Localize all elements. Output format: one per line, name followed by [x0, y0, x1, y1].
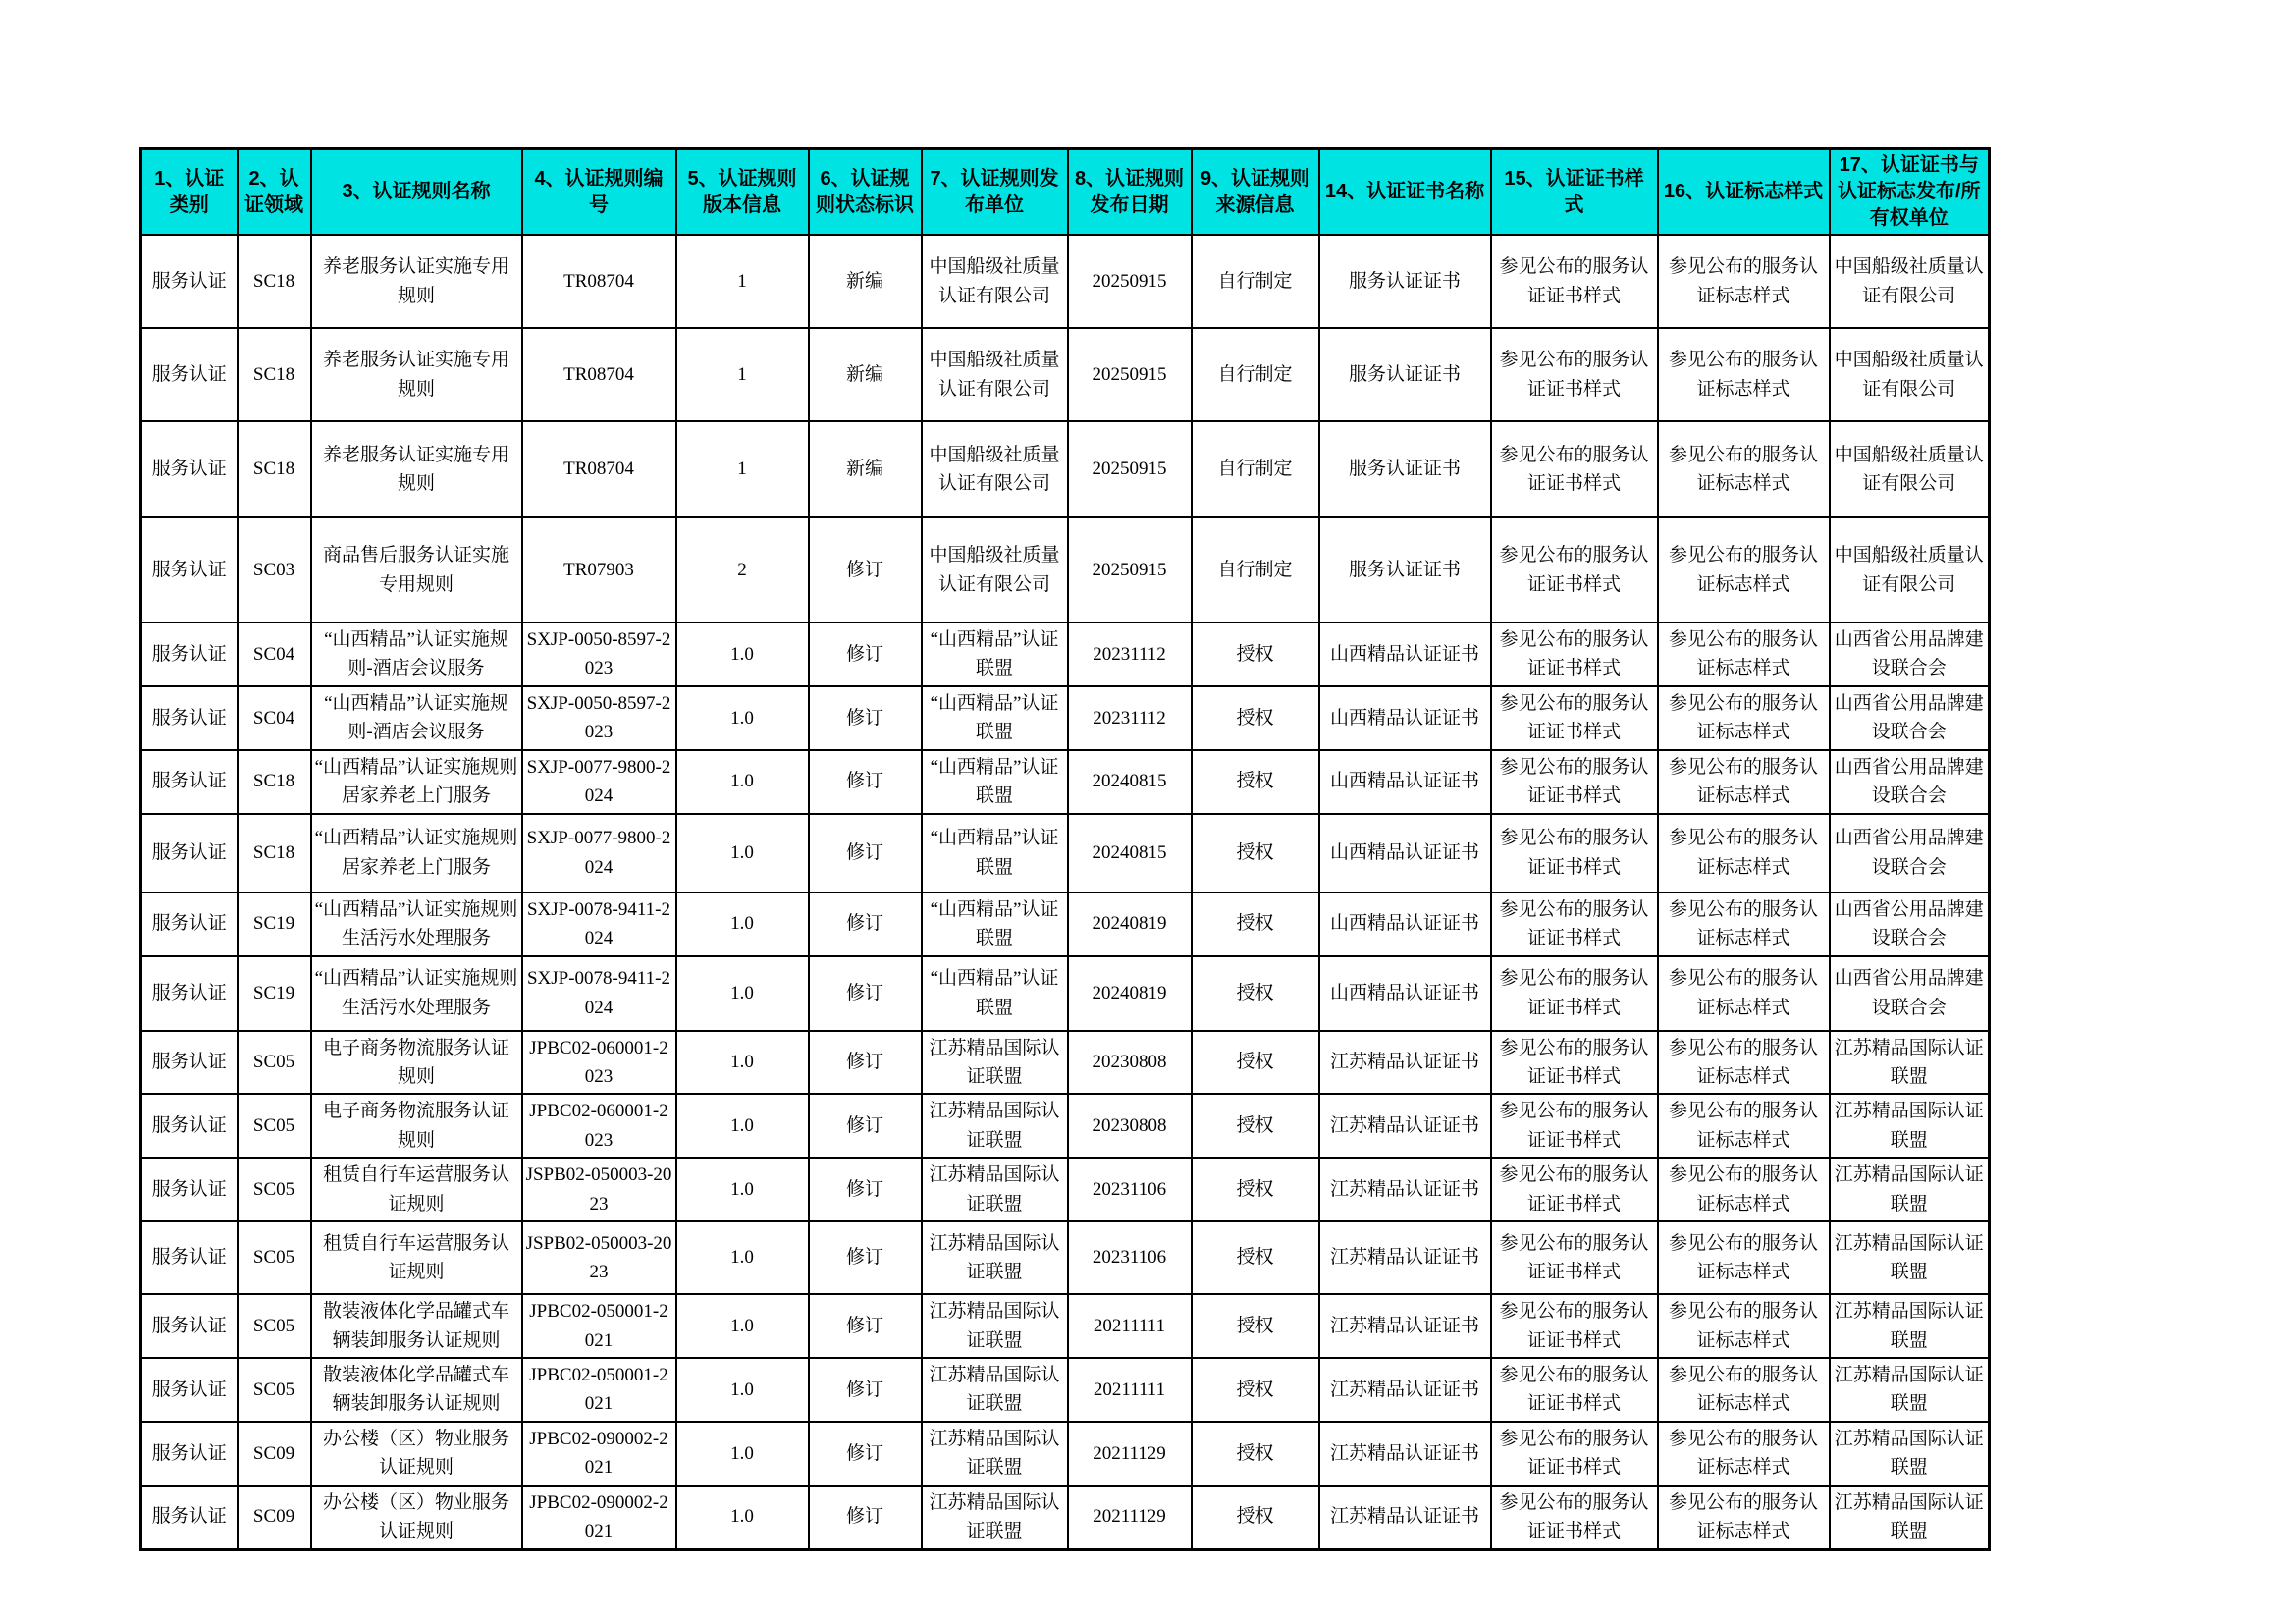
table-cell-mark_style: 参见公布的服务认证标志样式 [1658, 893, 1830, 956]
table-cell-rule_name: 散装液体化学品罐式车辆装卸服务认证规则 [311, 1294, 522, 1358]
table-cell-rule_number: SXJP-0050-8597-2023 [522, 623, 676, 686]
table-cell-cert_name: 服务认证证书 [1319, 517, 1491, 623]
table-cell-field: SC05 [238, 1094, 311, 1158]
table-cell-category: 服务认证 [141, 1094, 238, 1158]
table-cell-publisher: 中国船级社质量认证有限公司 [922, 517, 1068, 623]
table-cell-source: 授权 [1192, 686, 1319, 750]
table-cell-field: SC18 [238, 814, 311, 893]
table-cell-version: 1.0 [676, 1358, 809, 1422]
table-cell-rule_name: “山西精品”认证实施规则 生活污水处理服务 [311, 956, 522, 1031]
table-cell-field: SC05 [238, 1031, 311, 1095]
table-cell-version: 1.0 [676, 1031, 809, 1095]
table-cell-field: SC09 [238, 1486, 311, 1549]
table-cell-mark_style: 参见公布的服务认证标志样式 [1658, 1294, 1830, 1358]
table-cell-status: 修订 [809, 1422, 922, 1486]
table-cell-rule_number: TR08704 [522, 328, 676, 421]
table-cell-mark_style: 参见公布的服务认证标志样式 [1658, 517, 1830, 623]
header-cell-status: 6、认证规则状态标识 [809, 149, 922, 236]
table-cell-publisher: 中国船级社质量认证有限公司 [922, 235, 1068, 328]
table-cell-source: 授权 [1192, 893, 1319, 956]
table-cell-owner: 江苏精品国际认证联盟 [1830, 1486, 1990, 1549]
header-cell-category: 1、认证类别 [141, 149, 238, 236]
table-cell-cert_style: 参见公布的服务认证证书样式 [1491, 750, 1658, 814]
table-cell-rule_number: SXJP-0077-9800-2024 [522, 814, 676, 893]
table-cell-owner: 中国船级社质量认证有限公司 [1830, 517, 1990, 623]
table-cell-publisher: 江苏精品国际认证联盟 [922, 1294, 1068, 1358]
table-cell-field: SC03 [238, 517, 311, 623]
table-cell-cert_style: 参见公布的服务认证证书样式 [1491, 814, 1658, 893]
table-cell-version: 1.0 [676, 1158, 809, 1221]
table-cell-owner: 山西省公用品牌建设联合会 [1830, 686, 1990, 750]
table-cell-cert_style: 参见公布的服务认证证书样式 [1491, 1422, 1658, 1486]
table-cell-cert_style: 参见公布的服务认证证书样式 [1491, 1158, 1658, 1221]
table-cell-cert_name: 江苏精品认证证书 [1319, 1358, 1491, 1422]
table-cell-status: 新编 [809, 235, 922, 328]
table-cell-cert_name: 山西精品认证证书 [1319, 814, 1491, 893]
table-cell-mark_style: 参见公布的服务认证标志样式 [1658, 235, 1830, 328]
header-row [141, 149, 1990, 236]
table-cell-version: 1.0 [676, 893, 809, 956]
table-row [141, 956, 1990, 1031]
table-cell-status: 新编 [809, 328, 922, 421]
table-cell-rule_name: 养老服务认证实施专用规则 [311, 235, 522, 328]
table-cell-owner: 江苏精品国际认证联盟 [1830, 1031, 1990, 1095]
table-cell-version: 1 [676, 421, 809, 517]
header-cell-rule_name: 3、认证规则名称 [311, 149, 522, 236]
table-cell-status: 修订 [809, 750, 922, 814]
table-cell-rule_number: JSPB02-050003-2023 [522, 1158, 676, 1221]
table-cell-publisher: “山西精品”认证联盟 [922, 750, 1068, 814]
table-body [141, 235, 1990, 1549]
table-cell-rule_number: SXJP-0077-9800-2024 [522, 750, 676, 814]
table-cell-category: 服务认证 [141, 517, 238, 623]
table-cell-version: 1.0 [676, 750, 809, 814]
table-cell-rule_name: 电子商务物流服务认证规则 [311, 1094, 522, 1158]
table-cell-field: SC18 [238, 328, 311, 421]
table-cell-cert_style: 参见公布的服务认证证书样式 [1491, 1486, 1658, 1549]
table-row [141, 421, 1990, 517]
table-row [141, 1486, 1990, 1549]
table-cell-mark_style: 参见公布的服务认证标志样式 [1658, 1358, 1830, 1422]
table-cell-rule_number: JPBC02-090002-2021 [522, 1422, 676, 1486]
table-cell-publisher: “山西精品”认证联盟 [922, 956, 1068, 1031]
table-cell-category: 服务认证 [141, 750, 238, 814]
table-row [141, 517, 1990, 623]
table-cell-source: 授权 [1192, 1486, 1319, 1549]
table-cell-rule_name: 商品售后服务认证实施专用规则 [311, 517, 522, 623]
table-cell-cert_name: 山西精品认证证书 [1319, 750, 1491, 814]
table-cell-owner: 江苏精品国际认证联盟 [1830, 1422, 1990, 1486]
table-cell-version: 1 [676, 328, 809, 421]
table-cell-category: 服务认证 [141, 1358, 238, 1422]
table-cell-rule_number: JPBC02-050001-2021 [522, 1294, 676, 1358]
table-cell-cert_style: 参见公布的服务认证证书样式 [1491, 1094, 1658, 1158]
table-row [141, 1031, 1990, 1095]
table-cell-status: 修订 [809, 893, 922, 956]
table-cell-rule_number: JPBC02-090002-2021 [522, 1486, 676, 1549]
table-cell-publish_date: 20250915 [1068, 517, 1192, 623]
table-cell-rule_number: TR08704 [522, 235, 676, 328]
table-cell-publish_date: 20211111 [1068, 1294, 1192, 1358]
table-cell-cert_name: 山西精品认证证书 [1319, 893, 1491, 956]
table-cell-owner: 江苏精品国际认证联盟 [1830, 1094, 1990, 1158]
table-cell-owner: 江苏精品国际认证联盟 [1830, 1158, 1990, 1221]
table-cell-publish_date: 20231112 [1068, 686, 1192, 750]
table-cell-field: SC18 [238, 750, 311, 814]
table-cell-rule_number: SXJP-0050-8597-2023 [522, 686, 676, 750]
table-cell-publish_date: 20211129 [1068, 1422, 1192, 1486]
header-cell-owner: 17、认证证书与认证标志发布/所有权单位 [1830, 149, 1990, 236]
table-cell-rule_name: 养老服务认证实施专用规则 [311, 421, 522, 517]
table-cell-owner: 中国船级社质量认证有限公司 [1830, 421, 1990, 517]
header-cell-cert_name: 14、认证证书名称 [1319, 149, 1491, 236]
table-cell-version: 1.0 [676, 1486, 809, 1549]
table-cell-status: 修订 [809, 1094, 922, 1158]
table-cell-version: 1.0 [676, 814, 809, 893]
header-cell-cert_style: 15、认证证书样式 [1491, 149, 1658, 236]
table-cell-status: 新编 [809, 421, 922, 517]
table-cell-category: 服务认证 [141, 421, 238, 517]
table-cell-cert_name: 江苏精品认证证书 [1319, 1486, 1491, 1549]
header-cell-mark_style: 16、认证标志样式 [1658, 149, 1830, 236]
table-cell-mark_style: 参见公布的服务认证标志样式 [1658, 328, 1830, 421]
table-cell-publish_date: 20240815 [1068, 750, 1192, 814]
table-cell-rule_number: SXJP-0078-9411-2024 [522, 956, 676, 1031]
table-cell-rule_number: TR08704 [522, 421, 676, 517]
table-cell-field: SC04 [238, 686, 311, 750]
table-cell-mark_style: 参见公布的服务认证标志样式 [1658, 686, 1830, 750]
table-cell-source: 自行制定 [1192, 421, 1319, 517]
table-cell-cert_style: 参见公布的服务认证证书样式 [1491, 1294, 1658, 1358]
header-cell-publish_date: 8、认证规则发布日期 [1068, 149, 1192, 236]
table-cell-rule_number: JPBC02-060001-2023 [522, 1094, 676, 1158]
table-cell-status: 修订 [809, 814, 922, 893]
table-row [141, 1422, 1990, 1486]
table-cell-version: 1.0 [676, 1422, 809, 1486]
table-row [141, 1294, 1990, 1358]
table-cell-status: 修订 [809, 1158, 922, 1221]
table-row [141, 1221, 1990, 1294]
header-cell-rule_number: 4、认证规则编号 [522, 149, 676, 236]
table-cell-owner: 江苏精品国际认证联盟 [1830, 1358, 1990, 1422]
table-cell-mark_style: 参见公布的服务认证标志样式 [1658, 1158, 1830, 1221]
table-cell-category: 服务认证 [141, 956, 238, 1031]
table-cell-publisher: “山西精品”认证联盟 [922, 686, 1068, 750]
table-cell-publish_date: 20211129 [1068, 1486, 1192, 1549]
table-cell-source: 自行制定 [1192, 328, 1319, 421]
table-cell-publisher: 江苏精品国际认证联盟 [922, 1158, 1068, 1221]
table-cell-version: 1.0 [676, 1094, 809, 1158]
table-cell-status: 修订 [809, 686, 922, 750]
table-cell-category: 服务认证 [141, 1294, 238, 1358]
table-cell-rule_name: 办公楼（区）物业服务认证规则 [311, 1486, 522, 1549]
table-cell-rule_number: JPBC02-050001-2021 [522, 1358, 676, 1422]
table-cell-publish_date: 20231106 [1068, 1158, 1192, 1221]
table-cell-field: SC04 [238, 623, 311, 686]
table-cell-mark_style: 参见公布的服务认证标志样式 [1658, 1422, 1830, 1486]
table-cell-field: SC09 [238, 1422, 311, 1486]
header-cell-field: 2、认证领域 [238, 149, 311, 236]
table-cell-source: 授权 [1192, 1294, 1319, 1358]
table-cell-publish_date: 20211111 [1068, 1358, 1192, 1422]
table-cell-rule_number: SXJP-0078-9411-2024 [522, 893, 676, 956]
table-cell-source: 自行制定 [1192, 235, 1319, 328]
table-row [141, 1358, 1990, 1422]
table-cell-source: 授权 [1192, 1358, 1319, 1422]
table-cell-cert_name: 服务认证证书 [1319, 421, 1491, 517]
table-cell-source: 授权 [1192, 814, 1319, 893]
table-cell-cert_style: 参见公布的服务认证证书样式 [1491, 328, 1658, 421]
table-cell-owner: 山西省公用品牌建设联合会 [1830, 956, 1990, 1031]
table-cell-publisher: 江苏精品国际认证联盟 [922, 1221, 1068, 1294]
table-cell-publish_date: 20240819 [1068, 893, 1192, 956]
table-cell-source: 授权 [1192, 1422, 1319, 1486]
table-cell-category: 服务认证 [141, 814, 238, 893]
table-cell-source: 授权 [1192, 956, 1319, 1031]
table-cell-cert_style: 参见公布的服务认证证书样式 [1491, 623, 1658, 686]
table-row [141, 328, 1990, 421]
table-cell-rule_name: “山西精品”认证实施规则 居家养老上门服务 [311, 814, 522, 893]
table-cell-owner: 山西省公用品牌建设联合会 [1830, 750, 1990, 814]
table-cell-category: 服务认证 [141, 235, 238, 328]
table-cell-publisher: “山西精品”认证联盟 [922, 893, 1068, 956]
table-cell-publisher: 江苏精品国际认证联盟 [922, 1358, 1068, 1422]
table-cell-status: 修订 [809, 1221, 922, 1294]
table-cell-publisher: 中国船级社质量认证有限公司 [922, 328, 1068, 421]
table-cell-owner: 中国船级社质量认证有限公司 [1830, 328, 1990, 421]
table-cell-mark_style: 参见公布的服务认证标志样式 [1658, 623, 1830, 686]
table-cell-cert_name: 江苏精品认证证书 [1319, 1221, 1491, 1294]
table-cell-publish_date: 20240819 [1068, 956, 1192, 1031]
table-cell-cert_name: 山西精品认证证书 [1319, 623, 1491, 686]
table-cell-cert_style: 参见公布的服务认证证书样式 [1491, 893, 1658, 956]
table-cell-version: 1.0 [676, 956, 809, 1031]
table-cell-mark_style: 参见公布的服务认证标志样式 [1658, 1221, 1830, 1294]
table-cell-rule_number: TR07903 [522, 517, 676, 623]
table-cell-mark_style: 参见公布的服务认证标志样式 [1658, 956, 1830, 1031]
table-cell-category: 服务认证 [141, 893, 238, 956]
table-cell-mark_style: 参见公布的服务认证标志样式 [1658, 421, 1830, 517]
table-cell-owner: 中国船级社质量认证有限公司 [1830, 235, 1990, 328]
table-cell-rule_name: 电子商务物流服务认证规则 [311, 1031, 522, 1095]
table-cell-status: 修订 [809, 1294, 922, 1358]
table-cell-cert_style: 参见公布的服务认证证书样式 [1491, 235, 1658, 328]
table-cell-status: 修订 [809, 1031, 922, 1095]
table-cell-source: 授权 [1192, 623, 1319, 686]
table-cell-category: 服务认证 [141, 328, 238, 421]
table-cell-mark_style: 参见公布的服务认证标志样式 [1658, 1486, 1830, 1549]
table-cell-publish_date: 20231106 [1068, 1221, 1192, 1294]
table-cell-publisher: 江苏精品国际认证联盟 [922, 1486, 1068, 1549]
table-cell-rule_name: 养老服务认证实施专用规则 [311, 328, 522, 421]
table-cell-publisher: 江苏精品国际认证联盟 [922, 1422, 1068, 1486]
table-cell-source: 授权 [1192, 750, 1319, 814]
table-cell-cert_name: 江苏精品认证证书 [1319, 1294, 1491, 1358]
table-cell-mark_style: 参见公布的服务认证标志样式 [1658, 750, 1830, 814]
table-cell-source: 授权 [1192, 1031, 1319, 1095]
table-cell-status: 修订 [809, 623, 922, 686]
table-cell-category: 服务认证 [141, 1422, 238, 1486]
table-cell-category: 服务认证 [141, 623, 238, 686]
table-cell-status: 修订 [809, 1358, 922, 1422]
table-cell-mark_style: 参见公布的服务认证标志样式 [1658, 1094, 1830, 1158]
table-row [141, 1158, 1990, 1221]
table-cell-mark_style: 参见公布的服务认证标志样式 [1658, 814, 1830, 893]
table-cell-owner: 山西省公用品牌建设联合会 [1830, 814, 1990, 893]
table-cell-field: SC05 [238, 1221, 311, 1294]
table-cell-cert_style: 参见公布的服务认证证书样式 [1491, 1221, 1658, 1294]
table-cell-publish_date: 20250915 [1068, 235, 1192, 328]
table-row [141, 1094, 1990, 1158]
table-cell-publish_date: 20231112 [1068, 623, 1192, 686]
table-cell-version: 1.0 [676, 1221, 809, 1294]
table-cell-category: 服务认证 [141, 1486, 238, 1549]
table-cell-category: 服务认证 [141, 1031, 238, 1095]
table-cell-cert_style: 参见公布的服务认证证书样式 [1491, 517, 1658, 623]
table-cell-rule_name: 散装液体化学品罐式车辆装卸服务认证规则 [311, 1358, 522, 1422]
certification-rules-table [139, 147, 1991, 1551]
table-row [141, 623, 1990, 686]
table-row [141, 750, 1990, 814]
table-cell-category: 服务认证 [141, 1221, 238, 1294]
table-cell-publish_date: 20250915 [1068, 328, 1192, 421]
table-cell-category: 服务认证 [141, 1158, 238, 1221]
table-cell-rule_name: 租赁自行车运营服务认证规则 [311, 1221, 522, 1294]
table-cell-source: 授权 [1192, 1221, 1319, 1294]
table-cell-field: SC19 [238, 893, 311, 956]
table-cell-field: SC05 [238, 1158, 311, 1221]
table-cell-source: 自行制定 [1192, 517, 1319, 623]
table-cell-source: 授权 [1192, 1094, 1319, 1158]
table-cell-status: 修订 [809, 956, 922, 1031]
table-cell-cert_style: 参见公布的服务认证证书样式 [1491, 1358, 1658, 1422]
table-cell-rule_number: JSPB02-050003-2023 [522, 1221, 676, 1294]
table-cell-cert_name: 服务认证证书 [1319, 328, 1491, 421]
table-cell-rule_name: “山西精品”认证实施规则-酒店会议服务 [311, 686, 522, 750]
table-cell-publish_date: 20250915 [1068, 421, 1192, 517]
table-cell-cert_name: 江苏精品认证证书 [1319, 1094, 1491, 1158]
header-cell-publisher: 7、认证规则发布单位 [922, 149, 1068, 236]
header-cell-source: 9、认证规则来源信息 [1192, 149, 1319, 236]
table-cell-owner: 山西省公用品牌建设联合会 [1830, 623, 1990, 686]
table-cell-publisher: 中国船级社质量认证有限公司 [922, 421, 1068, 517]
table-cell-cert_style: 参见公布的服务认证证书样式 [1491, 956, 1658, 1031]
table-cell-publish_date: 20230808 [1068, 1031, 1192, 1095]
table-cell-owner: 江苏精品国际认证联盟 [1830, 1221, 1990, 1294]
table-cell-field: SC18 [238, 421, 311, 517]
table-row [141, 893, 1990, 956]
table-cell-owner: 山西省公用品牌建设联合会 [1830, 893, 1990, 956]
table-cell-cert_name: 山西精品认证证书 [1319, 956, 1491, 1031]
table-cell-publisher: 江苏精品国际认证联盟 [922, 1094, 1068, 1158]
table-cell-field: SC18 [238, 235, 311, 328]
table-cell-publisher: “山西精品”认证联盟 [922, 814, 1068, 893]
table-cell-mark_style: 参见公布的服务认证标志样式 [1658, 1031, 1830, 1095]
table-cell-status: 修订 [809, 517, 922, 623]
table-row [141, 235, 1990, 328]
table-cell-cert_name: 江苏精品认证证书 [1319, 1031, 1491, 1095]
table-cell-category: 服务认证 [141, 686, 238, 750]
table-cell-field: SC05 [238, 1294, 311, 1358]
table-cell-version: 1 [676, 235, 809, 328]
table-cell-publish_date: 20230808 [1068, 1094, 1192, 1158]
table-cell-cert_name: 江苏精品认证证书 [1319, 1422, 1491, 1486]
table-cell-version: 1.0 [676, 623, 809, 686]
header-cell-version: 5、认证规则版本信息 [676, 149, 809, 236]
table-row [141, 814, 1990, 893]
table-cell-version: 2 [676, 517, 809, 623]
table-cell-rule_name: “山西精品”认证实施规则 居家养老上门服务 [311, 750, 522, 814]
table-cell-rule_name: 办公楼（区）物业服务认证规则 [311, 1422, 522, 1486]
table-cell-publisher: 江苏精品国际认证联盟 [922, 1031, 1068, 1095]
table-cell-cert_name: 服务认证证书 [1319, 235, 1491, 328]
table-cell-cert_style: 参见公布的服务认证证书样式 [1491, 686, 1658, 750]
table-cell-version: 1.0 [676, 1294, 809, 1358]
table-cell-cert_style: 参见公布的服务认证证书样式 [1491, 1031, 1658, 1095]
table-cell-status: 修订 [809, 1486, 922, 1549]
table-cell-cert_style: 参见公布的服务认证证书样式 [1491, 421, 1658, 517]
table-cell-rule_number: JPBC02-060001-2023 [522, 1031, 676, 1095]
table-cell-rule_name: “山西精品”认证实施规则 生活污水处理服务 [311, 893, 522, 956]
table-cell-rule_name: 租赁自行车运营服务认证规则 [311, 1158, 522, 1221]
table-row [141, 686, 1990, 750]
table-cell-source: 授权 [1192, 1158, 1319, 1221]
table-cell-cert_name: 山西精品认证证书 [1319, 686, 1491, 750]
table-cell-field: SC19 [238, 956, 311, 1031]
table-cell-version: 1.0 [676, 686, 809, 750]
table-cell-publish_date: 20240815 [1068, 814, 1192, 893]
table-cell-field: SC05 [238, 1358, 311, 1422]
table-cell-owner: 江苏精品国际认证联盟 [1830, 1294, 1990, 1358]
table-cell-cert_name: 江苏精品认证证书 [1319, 1158, 1491, 1221]
table-cell-rule_name: “山西精品”认证实施规则-酒店会议服务 [311, 623, 522, 686]
table-cell-publisher: “山西精品”认证联盟 [922, 623, 1068, 686]
